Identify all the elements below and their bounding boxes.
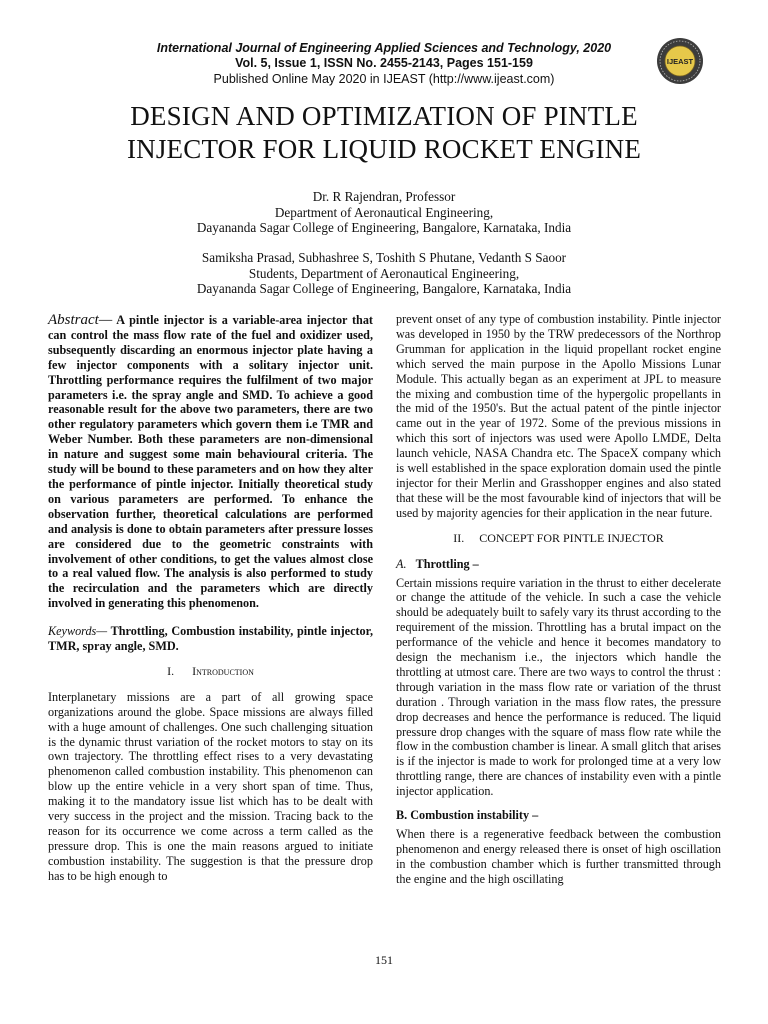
abstract-heading: Abstract— [48,312,113,328]
student-author-block [0,250,768,297]
page-number: 151 [375,953,393,967]
paper-title [0,100,768,166]
author-line: Students, Department of Aeronautical Engineering, [248,265,520,281]
section-heading-concept [396,531,721,546]
keywords-heading: Keywords— [48,624,108,639]
subsection-heading-combustion-instability: B. Combustion instability – [396,808,539,823]
throttling-text: Certain missions require variation in the thrust to either decelerate or change the attitude of the vehicle. In such a case the vehicle should be adequately built to safely vary its thrust according to the requirement of the mission. Throttling has a brutal impact on the performance of the vehicle and hence it becomes mandatory to design the mechanism i.e., the injectors which handle the throttling at utmost care. There are two ways to control the thrust : through variation in the mass flow rate or variation of the thrust duration . Through variation in the mass flow rates, the pressure drop decreases and hence the performance is reduced. The liquid pressure drop changes with the square of mass flow rate while the flow in the combustion chamber is linear. A small glitch that arises is if the injector is made to work for prolonged time at a very low throttling range, there are chances of instability even with a pintle injector application. [396,575,721,799]
journal-volume: Vol. 5, Issue 1, ISSN No. 2455-2143, Pages 151-159 [235,56,533,70]
ijeast-logo [656,37,704,85]
section-heading-introduction [48,664,373,679]
left-column [48,313,373,884]
journal-published: Published Online May 2020 in IJEAST (http://www.ijeast.com) [213,72,555,86]
keywords-text: Throttling, Combustion instability, pintle injector, TMR, spray angle, SMD. [48,624,373,654]
abstract-text: A pintle injector is a variable-area injector that can control the mass flow rate of the fuel and oxidizer used, subsequently discarding an enormous injector plate having a few injector components with a solitary injector unit. Throttling performance requires the fulfilment of two major parameters i.e. the spray angle and SMD. To achieve a good reasonable result for the above two parameters, there are two other regulatory parameters which govern them i.e TMR and Weber Number. Both these parameters are non-dimensional in nature and suggest some main behavioural criteria. The study will be bound to these parameters and on how they alter the performance of pintle injector. Initially theoretical study on various parameters are performed. To enhance the observation further, theoretical calculations are performed and analysis is done to obtain parameters after pressure losses are considered due to the geometric constraints with involvement of other conditions, to get the values almost close to a real valued flow. The analysis is also performed to study the recirculation and the parameters which are directly involved in generating this phenomenon. [48,313,373,611]
subsection-heading-throttling [396,557,721,572]
author-line: Samiksha Prasad, Subhashree S, Toshith S Phutane, Vedanth S Saoor [201,250,567,265]
intro-continuation-text: prevent onset of any type of combustion instability. Pintle injector was developed in 1950 by the TRW predecessors of the Northrop Grumman for application in the liquid propellant rocket engine which served the main purpose in the Apollo Missions Lunar Module. This actually began as an experiment at JPL to measure the mixing and combustion time of the hypergolic propellants in the mid of the 1950's. But the actual patent of the pintle injector came out in the year of 1972. Some of the previous missions in which this sort of injectors was used were Apollo LMDE, Delta launch vehicle, NASA Chandra etc. The SpaceX company which is well established in the space exploration domain used the pintle injector for their Merlin and Grasshopper engines and also stated that these will be the most favourable kind of injectors that will be used by majority agencies for their application in the near future. [396,312,721,520]
abstract [48,313,373,611]
subsection-title: Throttling – [415,556,479,571]
right-column [396,312,721,887]
author-line: Dr. R Rajendran, Professor [312,189,456,204]
combustion-instability-text: When there is a regenerative feedback between the combustion phenomenon and energy released there is onset of high oscillation in the combustion chamber which is further transmitted through the engine and the high oscillating [396,827,721,886]
section-title: CONCEPT FOR PINTLE INJECTOR [479,530,664,545]
title-line-2: INJECTOR FOR LIQUID ROCKET ENGINE [126,134,642,164]
section-numeral: I. [167,663,175,678]
author-line: Department of Aeronautical Engineering, [274,204,494,220]
author-line: Dayananda Sagar College of Engineering, Bangalore, Karnataka, India [196,281,572,296]
primary-author-block [0,189,768,236]
title-line-1: DESIGN AND OPTIMIZATION OF PINTLE [130,101,638,131]
section-title: Introduction [192,663,254,678]
author-line: Dayananda Sagar College of Engineering, Bangalore, Karnataka, India [196,220,572,235]
journal-name: International Journal of Engineering Applied Sciences and Technology, 2020 [156,41,612,55]
journal-header [0,40,768,87]
section-numeral: II. [453,530,465,545]
subsection-label: A. [396,556,407,571]
logo-text: IJEAST [666,57,694,66]
introduction-text: Interplanetary missions are a part of all growing space organizations around the globe. Space missions are always filled with a huge amount of challenges. One such challenging situation is the dynamic thrust variation of the rocket motors to stay on its own trajectory. The throttling effect rises to a very devastating phenomenon called combustion instability. This phenomenon can blow up the entire vehicle in a very short span of time. Thus, making it to the mandatory issue list which has to be dealt with very success in the project and the mission. Tracing back to the reason for its occurrence we come across a term called as the pressure drop. This is one the main reasons argued to initiate combustion instability. The suggestion is that the pressure drop has to be high enough to [48,689,373,883]
keywords [48,624,373,654]
